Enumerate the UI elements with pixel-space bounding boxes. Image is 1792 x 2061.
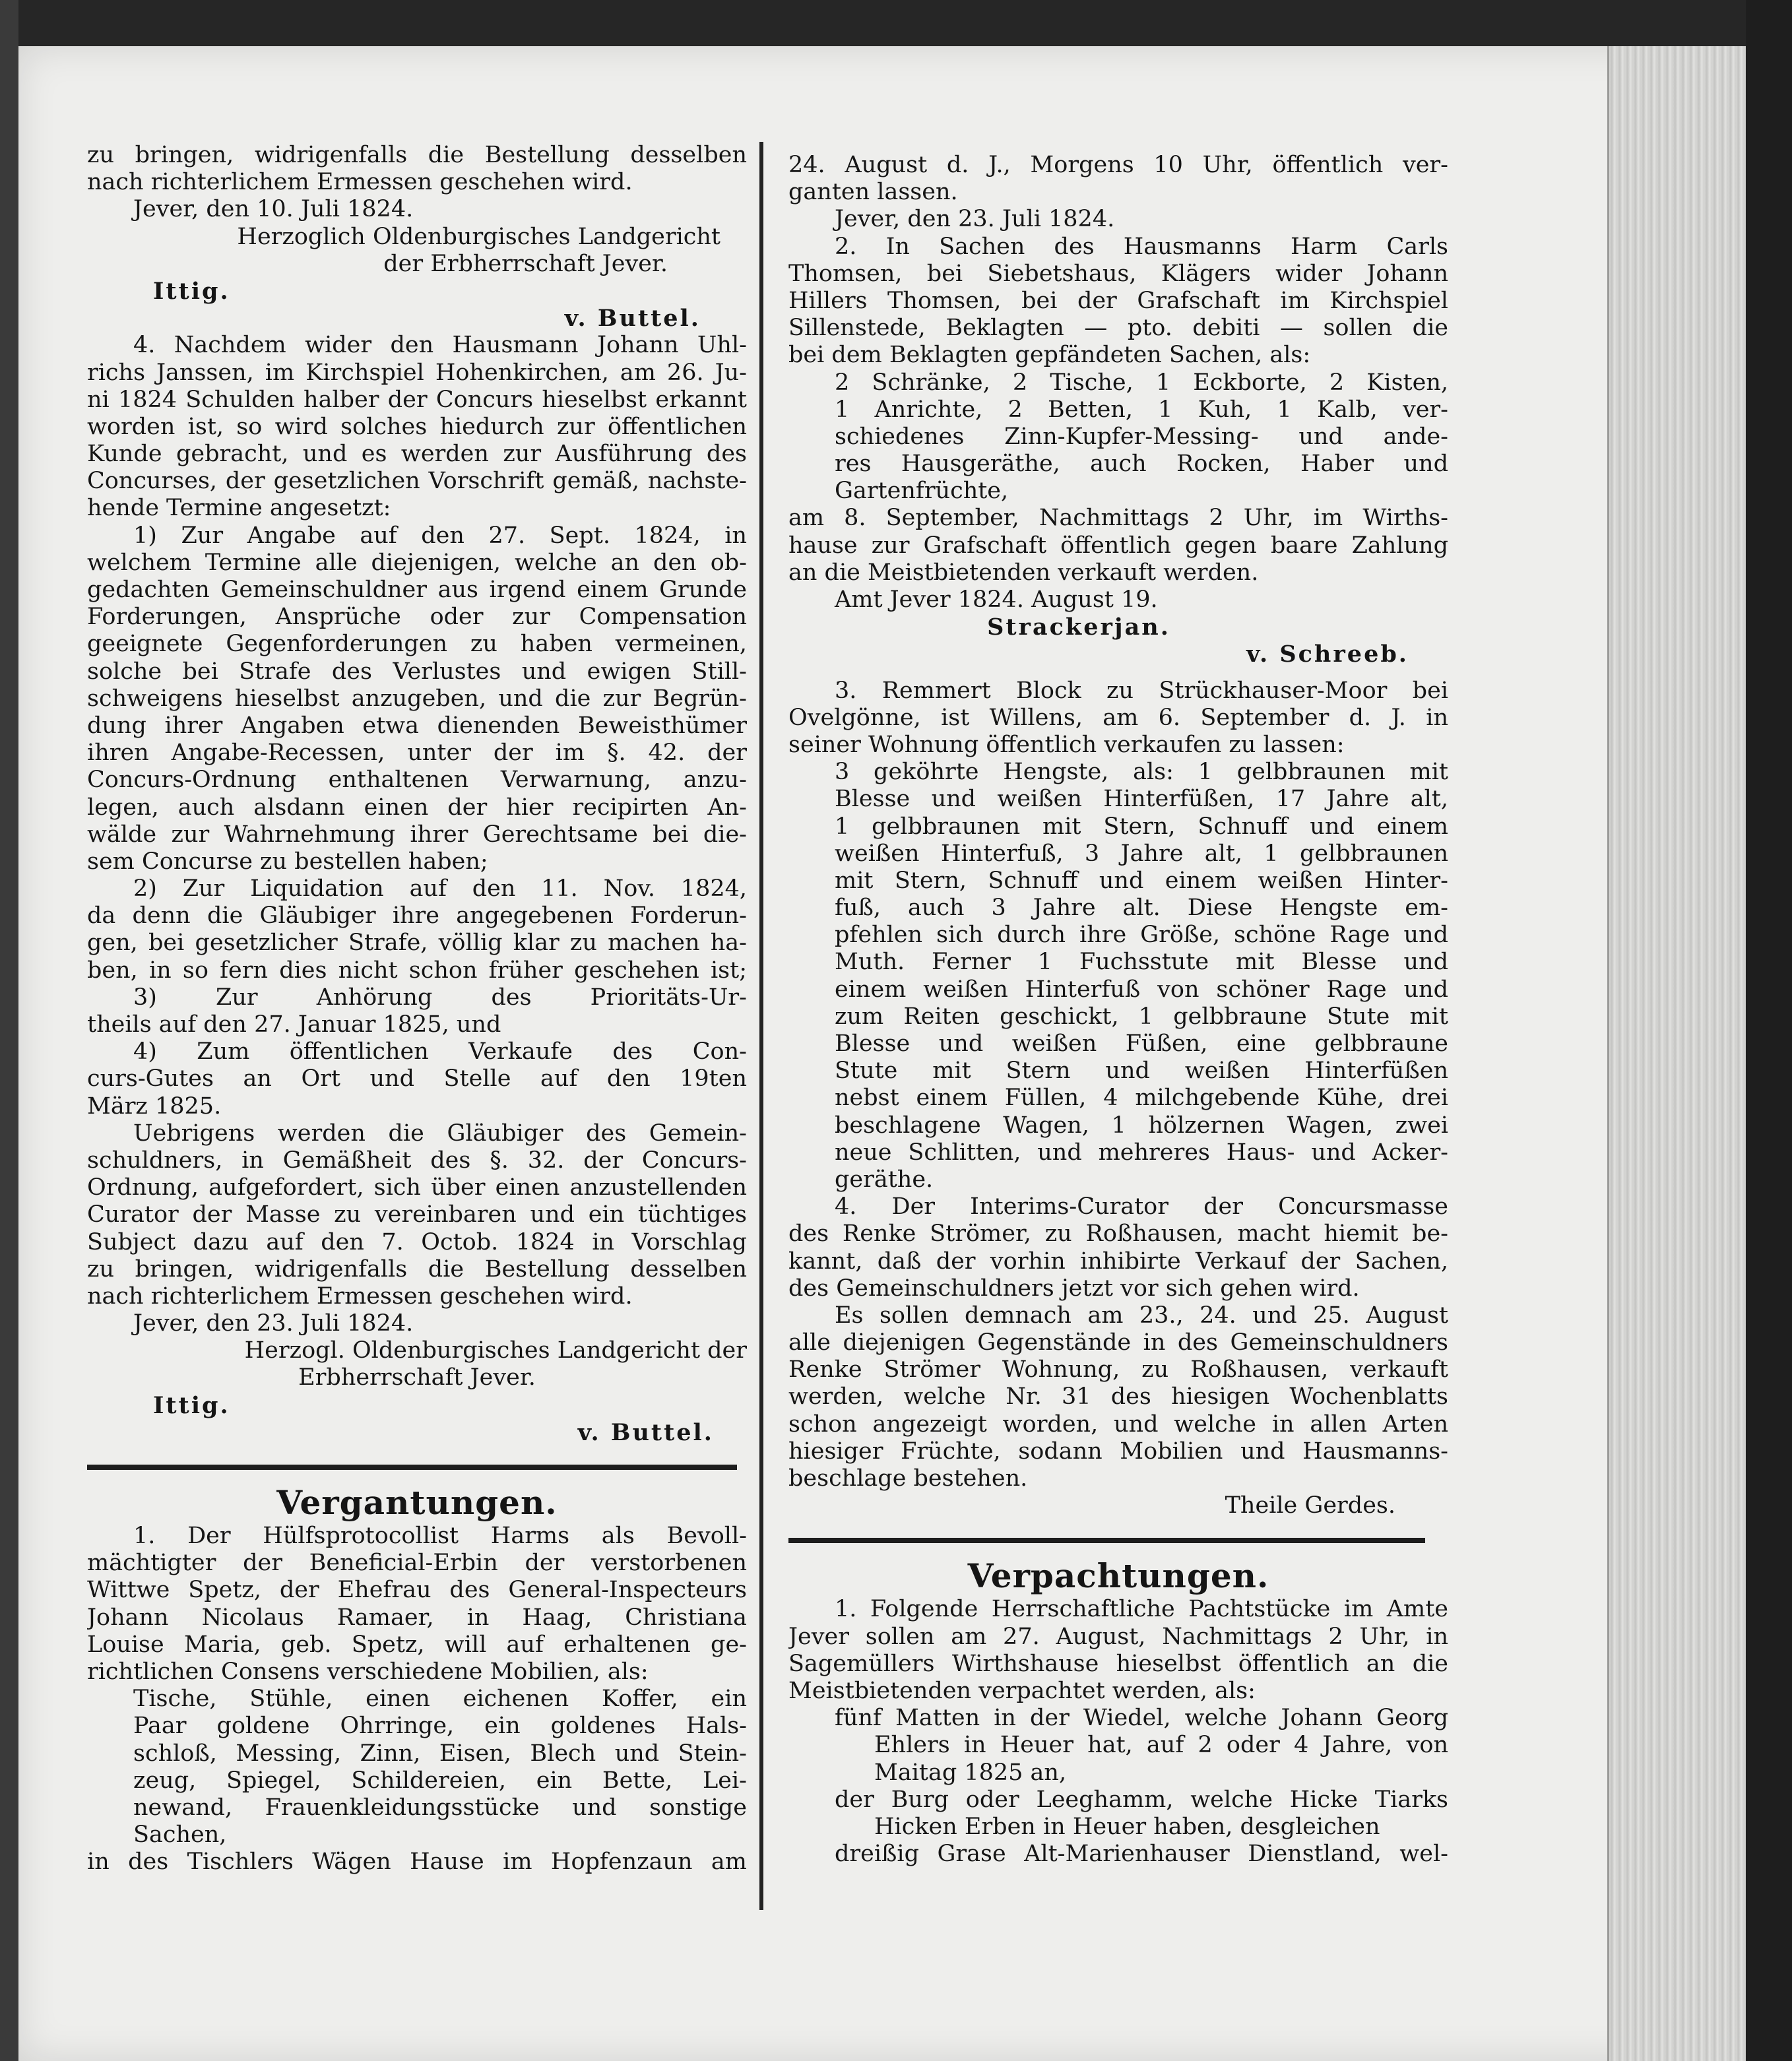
text-line: schweigens hieselbst anzugeben, und die zur Begrün- xyxy=(87,685,747,712)
spacer xyxy=(788,668,1448,678)
text-line: Sachen, xyxy=(133,1822,227,1849)
text-line: nach richterlichem Ermessen geschehen wird. xyxy=(87,1283,633,1310)
column-divider xyxy=(759,142,763,1910)
text-line: am 8. September, Nachmittags 2 Uhr, im Wirths- xyxy=(788,505,1448,532)
text-line: wälde zur Wahrnehmung ihrer Gerechtsame bei die- xyxy=(87,821,747,848)
text-line: res Hausgeräthe, auch Rocken, Haber und xyxy=(835,451,1448,478)
date-line: Amt Jever 1824. August 19. xyxy=(835,587,1158,613)
section-rule xyxy=(788,1538,1425,1543)
text-line: schloß, Messing, Zinn, Eisen, Blech und Stein- xyxy=(133,1740,747,1767)
text-line: ihren Angabe-Recessen, unter der im §. 42. der xyxy=(87,740,747,767)
text-line: Tische, Stühle, einen eichenen Koffer, ein xyxy=(133,1686,747,1713)
text-line: 1 gelbbraunen mit Stern, Schnuff und einem xyxy=(835,813,1448,840)
text-line: mächtigter der Beneficial-Erbin der verstorbenen xyxy=(87,1550,747,1577)
text-line: kannt, daß der vorhin inhibirte Verkauf der Sachen, xyxy=(788,1248,1448,1275)
date-line: Jever, den 23. Juli 1824. xyxy=(835,206,1115,233)
text-line: newand, Frauenkleidungsstücke und sonstige xyxy=(133,1794,747,1821)
signature: v. Schreeb. xyxy=(1246,641,1409,668)
court-name: Herzogl. Oldenburgisches Landgericht der xyxy=(244,1337,747,1364)
text-line: Curator der Masse zu vereinbaren und ein tüchtiges xyxy=(87,1201,747,1228)
court-name: Erbherrschaft Jever. xyxy=(298,1364,536,1391)
signature: v. Buttel. xyxy=(577,1418,714,1446)
text-line: März 1825. xyxy=(87,1093,222,1120)
section-heading-vergantungen: Vergantungen. xyxy=(276,1483,558,1522)
text-line: Meistbietenden verpachtet werden, als: xyxy=(788,1677,1256,1704)
signature: v. Buttel. xyxy=(564,305,701,333)
text-line: Renke Strömer Wohnung, zu Roßhausen, verkauft xyxy=(788,1356,1448,1383)
text-line: dreißig Grase Alt-Marienhauser Dienstland, wel- xyxy=(835,1841,1448,1868)
text-line: solche bei Strafe des Verlustes und ewigen Still- xyxy=(87,658,747,685)
signature: Strackerjan. xyxy=(987,614,1170,641)
text-line: schuldners, in Gemäßheit des §. 32. der Concurs- xyxy=(87,1147,747,1174)
text-line: gen, bei gesetzlicher Strafe, völlig klar zu machen ha- xyxy=(87,930,747,957)
text-line: werden, welche Nr. 31 des hiesigen Wochenblatts xyxy=(788,1383,1448,1411)
text-line: geeignete Gegenforderungen zu haben vermeinen, xyxy=(87,631,747,658)
left-column xyxy=(87,142,747,1876)
text-line: beschlage bestehen. xyxy=(788,1465,1028,1492)
text-line: Concurs-Ordnung enthaltenen Verwarnung, anzu- xyxy=(87,767,747,794)
text-line: hause zur Grafschaft öffentlich gegen baare Zahlung xyxy=(788,532,1448,559)
text-line: Es sollen demnach am 23., 24. und 25. August xyxy=(835,1302,1448,1329)
text-line: 1) Zur Angabe auf den 27. Sept. 1824, in xyxy=(133,522,747,549)
text-line: Kunde gebracht, und es werden zur Ausführung des xyxy=(87,441,747,468)
text-line: 3. Remmert Block zu Strückhauser-Moor bei xyxy=(835,677,1448,704)
text-line: Hicken Erben in Heuer haben, desgleichen xyxy=(874,1813,1380,1840)
text-line: theils auf den 27. Januar 1825, und xyxy=(87,1011,501,1038)
text-line: 4. Der Interims-Curator der Concursmasse xyxy=(835,1193,1448,1221)
text-line: 3) Zur Anhörung des Prioritäts-Ur- xyxy=(133,984,747,1011)
text-line: pfehlen sich durch ihre Größe, schöne Rage und xyxy=(835,922,1448,949)
text-line: fünf Matten in der Wiedel, welche Johann Georg xyxy=(835,1705,1448,1732)
text-line: Paar goldene Ohrringe, ein goldenes Hals- xyxy=(133,1713,747,1740)
text-line: ganten lassen. xyxy=(788,179,958,206)
text-line: curs-Gutes an Ort und Stelle auf den 19ten xyxy=(87,1065,747,1093)
notice-block-hengste xyxy=(788,678,1448,1194)
text-line: einem weißen Hinterfuß von schöner Rage und xyxy=(835,976,1448,1003)
text-line: fuß, auch 3 Jahre alt. Diese Hengste em- xyxy=(835,895,1448,922)
text-line: ben, in so fern dies nicht schon früher geschehen ist; xyxy=(87,957,747,984)
text-line: Muth. Ferner 1 Fuchsstute mit Blesse und xyxy=(835,949,1448,976)
text-line: gedachten Gemeinschuldner aus irgend einem Grunde xyxy=(87,577,747,603)
text-line: Ordnung, aufgefordert, sich über einen anzustellenden xyxy=(87,1174,747,1201)
text-line: hende Termine angesetzt: xyxy=(87,495,391,522)
text-line: 1. Folgende Herrschaftliche Pachtstücke im Amte xyxy=(835,1596,1448,1623)
right-column xyxy=(788,152,1448,1868)
text-line: da denn die Gläubiger ihre angegebenen Forderun- xyxy=(87,903,747,930)
section-heading-verpachtungen: Verpachtungen. xyxy=(967,1556,1269,1596)
text-line: seiner Wohnung öffentlich verkaufen zu lassen: xyxy=(788,731,1345,758)
text-line: Concurses, der gesetzlichen Vorschrift gemäß, nachste- xyxy=(87,468,747,495)
text-line: der Burg oder Leeghamm, welche Hicke Tiarks xyxy=(835,1786,1448,1813)
text-line: Uebrigens werden die Gläubiger des Gemein- xyxy=(133,1120,747,1147)
text-line: Ovelgönne, ist Willens, am 6. September d. J. in xyxy=(788,704,1448,731)
text-line: 24. August d. J., Morgens 10 Uhr, öffentlich ver- xyxy=(788,152,1448,178)
text-line: Hillers Thomsen, bei der Grafschaft im Kirchspiel xyxy=(788,287,1448,314)
date-line: Jever, den 23. Juli 1824. xyxy=(133,1310,414,1337)
text-line: 2 Schränke, 2 Tische, 1 Eckborte, 2 Kisten, xyxy=(835,369,1448,396)
text-line: Sagemüllers Wirthshause hieselbst öffentlich an die xyxy=(788,1650,1448,1677)
text-line: bei dem Beklagten gepfändeten Sachen, als: xyxy=(788,342,1311,369)
text-line: zu bringen, widrigenfalls die Bestellung desselben xyxy=(87,1255,747,1283)
text-line: worden ist, so wird solches hiedurch zur öffentlichen xyxy=(87,413,747,440)
notice-vergantung-harms xyxy=(87,1523,747,1876)
text-line: dung ihrer Angaben etwa dienenden Beweisthümer xyxy=(87,712,747,739)
text-line: nach richterlichem Ermessen geschehen wird. xyxy=(87,169,633,196)
text-line: Maitag 1825 an, xyxy=(874,1759,1067,1786)
text-line: Ehlers in Heuer hat, auf 2 oder 4 Jahre, von xyxy=(874,1732,1448,1759)
text-line: Gartenfrüchte, xyxy=(835,478,1009,505)
text-line: beschlagene Wagen, 1 hölzernen Wagen, zwei xyxy=(835,1112,1448,1139)
text-line: legen, auch alsdann einen der hier recipirten An- xyxy=(87,794,747,821)
notice-verpachtung xyxy=(788,1596,1448,1868)
text-line: zu bringen, widrigenfalls die Bestellung desselben xyxy=(87,142,747,168)
signature: Ittig. xyxy=(153,277,230,305)
text-line: 4) Zum öffentlichen Verkaufe des Con- xyxy=(133,1038,747,1065)
text-line: an die Meistbietenden verkauft werden. xyxy=(788,559,1259,586)
notice-continuation xyxy=(87,142,747,332)
text-line: nebst einem Füllen, 4 milchgebende Kühe, drei xyxy=(835,1085,1448,1112)
text-line: zum Reiten geschickt, 1 gelbbraune Stute mit xyxy=(835,1003,1448,1030)
court-name: Herzoglich Oldenburgisches Landgericht xyxy=(237,223,720,250)
scan-background-left xyxy=(0,0,18,2061)
scan-background-right xyxy=(1746,0,1792,2061)
text-line: 2. In Sachen des Hausmanns Harm Carls xyxy=(835,233,1448,260)
text-line: richtlichen Consens verschiedene Mobilien, als: xyxy=(87,1658,649,1685)
text-line: des Gemeinschuldners jetzt vor sich gehen wird. xyxy=(788,1275,1360,1302)
notice-concurs-janssen xyxy=(87,332,747,1446)
court-name: der Erbherrschaft Jever. xyxy=(383,250,668,277)
text-line: 3 geköhrte Hengste, als: 1 gelbbraunen mit xyxy=(835,759,1448,786)
date-line: Jever, den 10. Juli 1824. xyxy=(133,196,414,223)
signature: Theile Gerdes. xyxy=(1225,1492,1395,1519)
section-rule xyxy=(87,1465,737,1470)
text-line: Stute mit Stern und weißen Hinterfüßen xyxy=(835,1058,1448,1085)
text-line: 1 Anrichte, 2 Betten, 1 Kuh, 1 Kalb, ver- xyxy=(835,396,1448,423)
text-line: in des Tischlers Wägen Hause im Hopfenzaun am xyxy=(87,1849,747,1876)
text-line: schon angezeigt worden, und welche in allen Arten xyxy=(788,1411,1448,1438)
page-fore-edge xyxy=(1607,46,1748,2061)
text-line: Blesse und weißen Hinterfüßen, 17 Jahre alt, xyxy=(835,786,1448,813)
text-line: Jever sollen am 27. August, Nachmittags 2 Uhr, in xyxy=(788,1623,1448,1650)
text-line: mit Stern, Schnuff und einem weißen Hinter- xyxy=(835,867,1448,894)
text-line: Blesse und weißen Füßen, eine gelbbraune xyxy=(835,1030,1448,1057)
text-line: richs Janssen, im Kirchspiel Hohenkirchen, am 26. Ju- xyxy=(87,359,747,386)
notice-curator-stroemer xyxy=(788,1193,1448,1519)
text-line: Johann Nicolaus Ramaer, in Haag, Christiana xyxy=(87,1604,747,1631)
text-line: des Renke Strömer, zu Roßhausen, macht hiemit be- xyxy=(788,1221,1448,1248)
text-line: welchem Termine alle diejenigen, welche an den ob- xyxy=(87,549,747,576)
text-line: Thomsen, bei Siebetshaus, Klägers wider Johann xyxy=(788,260,1448,287)
text-line: ni 1824 Schulden halber der Concurs hieselbst erkannt xyxy=(87,386,747,413)
text-line: schiedenes Zinn-Kupfer-Messing- und ande- xyxy=(835,423,1448,450)
text-line: sem Concurse zu bestellen haben; xyxy=(87,848,488,875)
text-line: neue Schlitten, und mehreres Haus- und Acker- xyxy=(835,1139,1448,1166)
text-line: Wittwe Spetz, der Ehefrau des General-Inspecteurs xyxy=(87,1577,747,1604)
text-line: hiesiger Früchte, sodann Mobilien und Hausmanns- xyxy=(788,1438,1448,1465)
text-line: alle diejenigen Gegenstände in des Gemeinschuldners xyxy=(788,1329,1448,1356)
text-line: Louise Maria, geb. Spetz, will auf erhaltenen ge- xyxy=(87,1631,747,1658)
text-line: Subject dazu auf den 7. Octob. 1824 in Vorschlag xyxy=(87,1228,747,1255)
text-line: geräthe. xyxy=(835,1166,934,1193)
signature: Ittig. xyxy=(153,1391,230,1419)
text-line: 4. Nachdem wider den Hausmann Johann Uhl- xyxy=(133,332,747,359)
text-line: 2) Zur Liquidation auf den 11. Nov. 1824, xyxy=(133,875,747,903)
text-line: zeug, Spiegel, Schildereien, ein Bette, Lei- xyxy=(133,1767,747,1794)
text-line: Forderungen, Ansprüche oder zur Compensation xyxy=(87,604,747,631)
text-line: weißen Hinterfuß, 3 Jahre alt, 1 gelbbraunen xyxy=(835,840,1448,867)
text-line: 1. Der Hülfsprotocollist Harms als Bevoll- xyxy=(133,1523,747,1549)
notice-vergantung-continuation xyxy=(788,152,1448,668)
text-line: Sillenstede, Beklagten — pto. debiti — sollen die xyxy=(788,315,1448,342)
